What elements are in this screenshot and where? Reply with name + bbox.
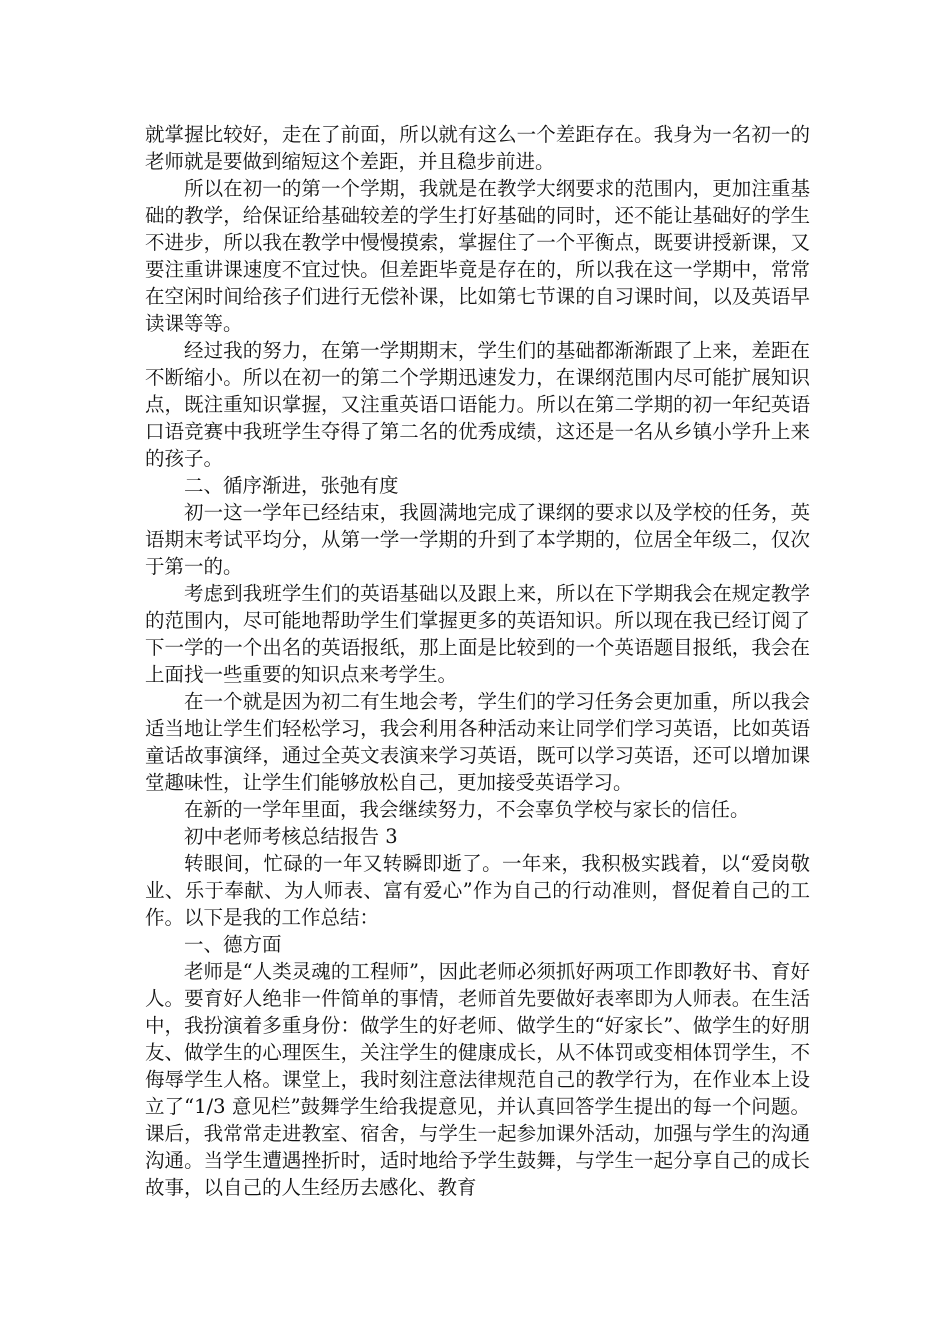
section-heading-morality: 一、德方面 — [184, 933, 282, 956]
paragraph-first-semester: 所以在初一的第一个学期，我就是在教学大纲要求的范围内，更加注重基础的教学，给保证给基础较差的学生打好基础的同时，还不能让基础好的学生不进步，所以我在教学中慢慢摸索，掌握住了一个平衡点，既要讲授新课，又要注重讲课速度不宜过快。但差距毕竟是存在的，所以我在这一学期中，常常在空闲时间给孩子们进行无偿补课，比如第七节课的自习课时间，以及英语早读课等等。 — [145, 177, 810, 335]
paragraph-grade-two-exam: 在一个就是因为初二有生地会考，学生们的学习任务会更加重，所以我会适当地让学生们轻松学习，我会利用各种活动来让同学们学习英语，比如英语童话故事演绎，通过全英文表演来学习英语，既可以学习英语，还可以增加课堂趣味性，让学生们能够放松自己，更加接受英语学习。 — [145, 690, 810, 794]
section-heading-step-by-step: 二、循序渐进，张弛有度 — [184, 474, 399, 497]
paragraph-next-semester-plan: 考虑到我班学生们的英语基础以及跟上来，所以在下学期我会在规定教学的范围内，尽可能地帮助学生们掌握更多的英语知识。所以现在我已经订阅了下一学的一个出名的英语报纸，那上面是比较到的一个英语题目报纸，我会在上面找一些重要的知识点来考学生。 — [145, 582, 810, 686]
report-title-3: 初中老师考核总结报告 3 — [184, 825, 398, 848]
paragraph-new-year-commitment: 在新的一学年里面，我会继续努力，不会辜负学校与家长的信任。 — [184, 798, 750, 821]
paragraph-year-end: 初一这一学年已经结束，我圆满地完成了课纲的要求以及学校的任务，英语期末考试平均分，从第一学一学期的升到了本学期的，位居全年级二，仅次于第一的。 — [145, 501, 810, 578]
paragraph-intro-summary: 转眼间，忙碌的一年又转瞬即逝了。一年来，我积极实践着，以“爱岗敬业、乐于奉献、为人师表、富有爱心”作为自己的行动准则，督促着自己的工作。以下是我的工作总结： — [145, 852, 810, 929]
paragraph-continuation: 就掌握比较好，走在了前面，所以就有这么一个差距存在。我身为一名初一的老师就是要做到缩短这个差距，并且稳步前进。 — [145, 123, 810, 173]
paragraph-teacher-role: 老师是“人类灵魂的工程师”，因此老师必须抓好两项工作即教好书、育好人。要育好人绝非一件简单的事情，老师首先要做好表率即为人师表。在生活中，我扮演着多重身份：做学生的好老师、做学生的“好家长”、做学生的好朋友、做学生的心理医生，关注学生的健康成长，从不体罚或变相体罚学生，不侮辱学生人格。课堂上，我时刻注意法律规范自己的教学行为，在作业本上设立了“1/3 意见栏”鼓舞学生给我提意见，并认真回答学生提出的每一个问题。课后，我常常走进教室、宿舍，与学生一起参加课外活动，加强与学生的沟通沟通。当学生遭遇挫折时，适时地给予学生鼓舞，与学生一起分享自己的成长故事，以自己的人生经历去感化、教育 — [145, 960, 810, 1199]
document-body — [145, 121, 810, 1201]
paragraph-second-semester: 经过我的努力，在第一学期期末，学生们的基础都渐渐跟了上来，差距在不断缩小。所以在初一的第二个学期迅速发力，在课纲范围内尽可能扩展知识点，既注重知识掌握，又注重英语口语能力。所以在第二学期的初一年纪英语口语竞赛中我班学生夺得了第二名的优秀成绩，这还是一名从乡镇小学升上来的孩子。 — [145, 339, 810, 470]
